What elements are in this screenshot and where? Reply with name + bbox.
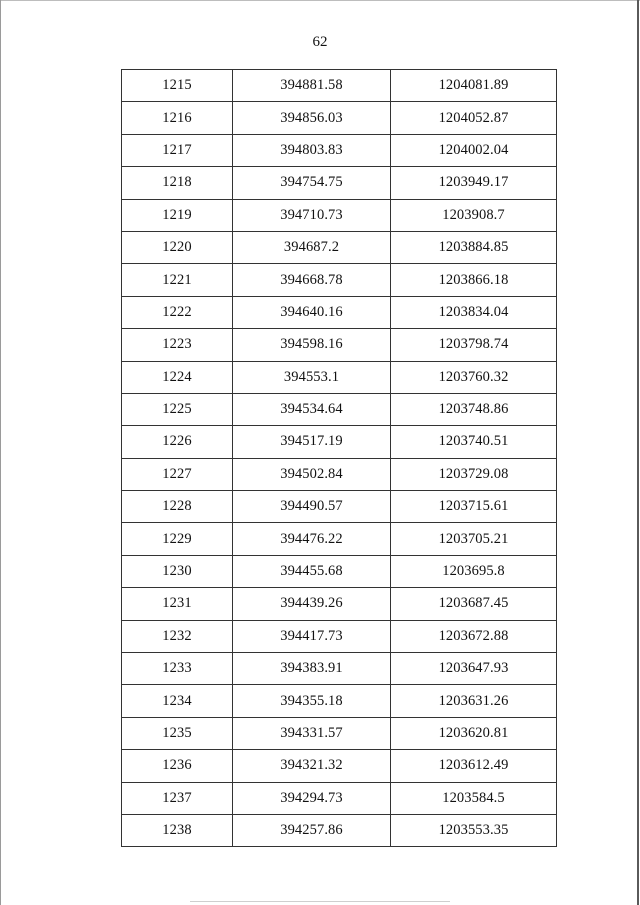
point-number-cell: 1225	[122, 393, 233, 425]
point-number-cell: 1226	[122, 426, 233, 458]
x-coordinate-cell: 394476.22	[233, 523, 391, 555]
point-number-cell: 1216	[122, 102, 233, 134]
x-coordinate-cell: 394598.16	[233, 329, 391, 361]
page-edge-left	[0, 0, 1, 905]
y-coordinate-cell: 1203949.17	[391, 167, 557, 199]
page-edge-top	[0, 0, 640, 1]
point-number-cell: 1229	[122, 523, 233, 555]
point-number-cell: 1231	[122, 588, 233, 620]
page-bottom-rule	[190, 901, 450, 902]
point-number-cell: 1223	[122, 329, 233, 361]
point-number-cell: 1235	[122, 717, 233, 749]
y-coordinate-cell: 1203740.51	[391, 426, 557, 458]
y-coordinate-cell: 1203631.26	[391, 685, 557, 717]
point-number-cell: 1232	[122, 620, 233, 652]
y-coordinate-cell: 1203834.04	[391, 296, 557, 328]
table-row	[122, 264, 557, 296]
x-coordinate-cell: 394439.26	[233, 588, 391, 620]
y-coordinate-cell: 1203620.81	[391, 717, 557, 749]
point-number-cell: 1219	[122, 199, 233, 231]
table-row	[122, 717, 557, 749]
y-coordinate-cell: 1203884.85	[391, 231, 557, 263]
x-coordinate-cell: 394257.86	[233, 814, 391, 846]
table-row	[122, 555, 557, 587]
point-number-cell: 1222	[122, 296, 233, 328]
table-row	[122, 134, 557, 166]
point-number-cell: 1238	[122, 814, 233, 846]
table-row	[122, 750, 557, 782]
point-number-cell: 1236	[122, 750, 233, 782]
y-coordinate-cell: 1204002.04	[391, 134, 557, 166]
x-coordinate-cell: 394881.58	[233, 70, 391, 102]
x-coordinate-cell: 394502.84	[233, 458, 391, 490]
x-coordinate-cell: 394668.78	[233, 264, 391, 296]
x-coordinate-cell: 394294.73	[233, 782, 391, 814]
table-row	[122, 329, 557, 361]
y-coordinate-cell: 1203687.45	[391, 588, 557, 620]
y-coordinate-cell: 1203695.8	[391, 555, 557, 587]
x-coordinate-cell: 394321.32	[233, 750, 391, 782]
x-coordinate-cell: 394710.73	[233, 199, 391, 231]
y-coordinate-cell: 1203908.7	[391, 199, 557, 231]
point-number-cell: 1220	[122, 231, 233, 263]
y-coordinate-cell: 1203760.32	[391, 361, 557, 393]
x-coordinate-cell: 394754.75	[233, 167, 391, 199]
table-row	[122, 458, 557, 490]
coordinates-table-body	[122, 70, 557, 847]
y-coordinate-cell: 1203584.5	[391, 782, 557, 814]
coordinates-table	[121, 69, 557, 847]
x-coordinate-cell: 394355.18	[233, 685, 391, 717]
point-number-cell: 1228	[122, 491, 233, 523]
table-row	[122, 296, 557, 328]
point-number-cell: 1233	[122, 653, 233, 685]
x-coordinate-cell: 394383.91	[233, 653, 391, 685]
y-coordinate-cell: 1203647.93	[391, 653, 557, 685]
point-number-cell: 1234	[122, 685, 233, 717]
table-row	[122, 231, 557, 263]
table-row	[122, 814, 557, 846]
page-edge-right	[637, 0, 639, 905]
y-coordinate-cell: 1203715.61	[391, 491, 557, 523]
y-coordinate-cell: 1203705.21	[391, 523, 557, 555]
point-number-cell: 1218	[122, 167, 233, 199]
table-row	[122, 393, 557, 425]
table-row	[122, 685, 557, 717]
y-coordinate-cell: 1203672.88	[391, 620, 557, 652]
table-row	[122, 199, 557, 231]
table-row	[122, 426, 557, 458]
point-number-cell: 1215	[122, 70, 233, 102]
x-coordinate-cell: 394553.1	[233, 361, 391, 393]
table-row	[122, 102, 557, 134]
x-coordinate-cell: 394517.19	[233, 426, 391, 458]
x-coordinate-cell: 394534.64	[233, 393, 391, 425]
x-coordinate-cell: 394490.57	[233, 491, 391, 523]
y-coordinate-cell: 1204052.87	[391, 102, 557, 134]
x-coordinate-cell: 394803.83	[233, 134, 391, 166]
table-row	[122, 588, 557, 620]
table-row	[122, 70, 557, 102]
x-coordinate-cell: 394331.57	[233, 717, 391, 749]
x-coordinate-cell: 394687.2	[233, 231, 391, 263]
y-coordinate-cell: 1203729.08	[391, 458, 557, 490]
x-coordinate-cell: 394640.16	[233, 296, 391, 328]
point-number-cell: 1224	[122, 361, 233, 393]
y-coordinate-cell: 1203866.18	[391, 264, 557, 296]
table-row	[122, 491, 557, 523]
table-row	[122, 523, 557, 555]
table-row	[122, 361, 557, 393]
point-number-cell: 1221	[122, 264, 233, 296]
y-coordinate-cell: 1203748.86	[391, 393, 557, 425]
y-coordinate-cell: 1203612.49	[391, 750, 557, 782]
table-row	[122, 167, 557, 199]
point-number-cell: 1230	[122, 555, 233, 587]
table-row	[122, 653, 557, 685]
x-coordinate-cell: 394856.03	[233, 102, 391, 134]
page-number: 62	[312, 34, 328, 50]
x-coordinate-cell: 394455.68	[233, 555, 391, 587]
x-coordinate-cell: 394417.73	[233, 620, 391, 652]
point-number-cell: 1237	[122, 782, 233, 814]
table-row	[122, 782, 557, 814]
table-row	[122, 620, 557, 652]
y-coordinate-cell: 1203798.74	[391, 329, 557, 361]
y-coordinate-cell: 1203553.35	[391, 814, 557, 846]
point-number-cell: 1217	[122, 134, 233, 166]
y-coordinate-cell: 1204081.89	[391, 70, 557, 102]
point-number-cell: 1227	[122, 458, 233, 490]
